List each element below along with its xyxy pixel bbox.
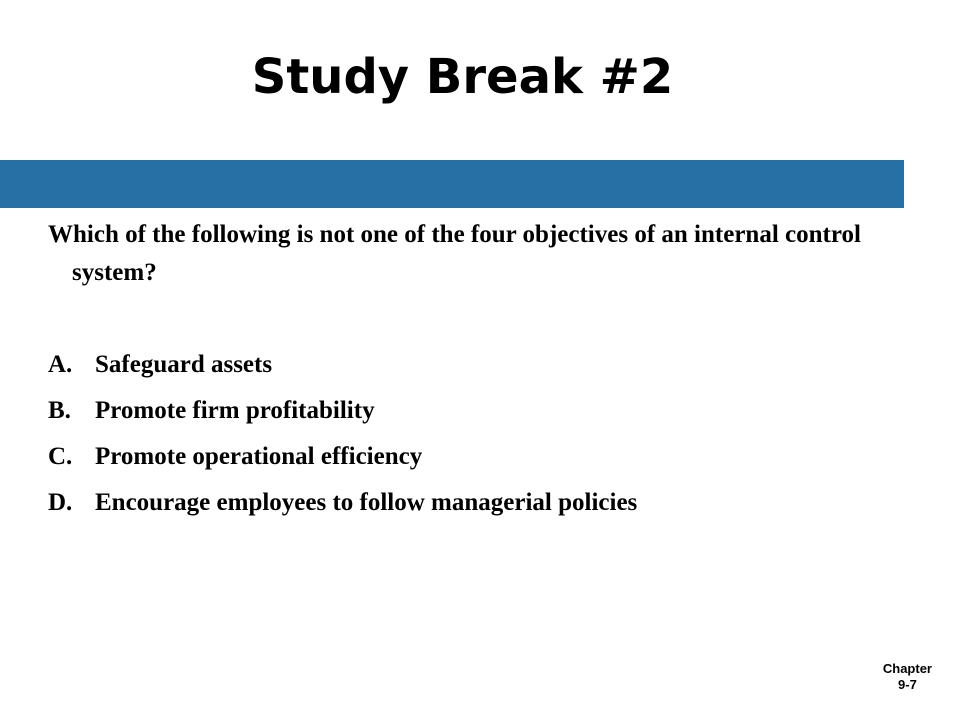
slide-content <box>48 216 898 526</box>
chapter-footer <box>883 661 932 693</box>
answer-option-d <box>48 480 898 526</box>
answer-option-a <box>48 342 898 388</box>
option-text: Promote firm profitability <box>95 397 375 424</box>
option-text: Safeguard assets <box>95 351 273 378</box>
footer-page-number: 9-7 <box>898 677 917 692</box>
footer-chapter-label: Chapter <box>882 661 932 676</box>
answer-options <box>48 342 898 526</box>
option-letter: A. <box>48 351 73 378</box>
answer-option-b <box>48 388 898 434</box>
option-text: Promote operational efficiency <box>95 443 423 470</box>
slide-title: Study Break #2 <box>251 49 674 105</box>
option-letter: B. <box>48 397 71 424</box>
title-accent-bar <box>0 160 904 208</box>
option-text: Encourage employees to follow managerial policies <box>95 489 638 516</box>
answer-option-c <box>48 434 898 480</box>
question-text: Which of the following is not one of the four objectives of an internal control system? <box>48 221 861 286</box>
option-letter: D. <box>48 489 73 516</box>
option-letter: C. <box>48 443 73 470</box>
